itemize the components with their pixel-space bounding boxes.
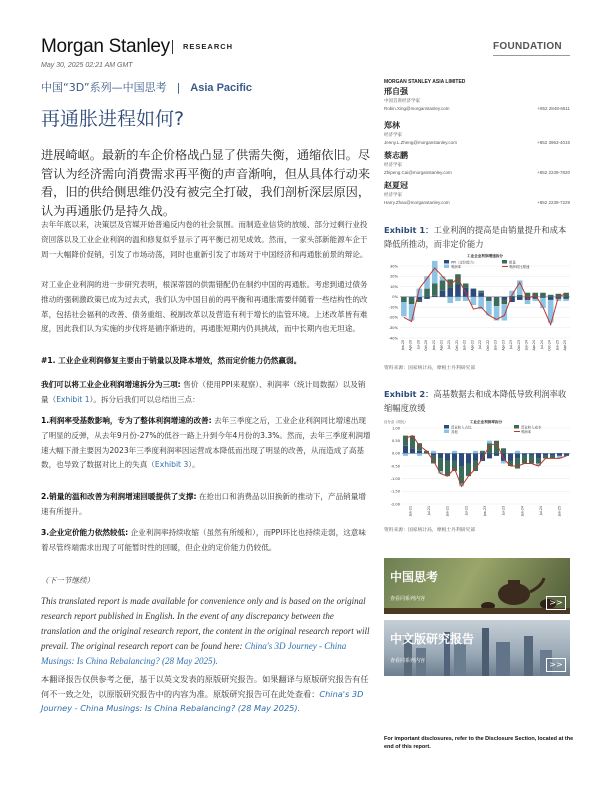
translation-note-cn bbox=[41, 672, 371, 716]
bar-segment bbox=[529, 453, 534, 456]
bar-segment bbox=[522, 456, 527, 464]
bar-segment bbox=[471, 289, 477, 297]
bar-segment bbox=[550, 453, 555, 456]
y-tick-label: -10% bbox=[388, 305, 398, 310]
series-name: 中国“3D”系列—中国思考 bbox=[41, 81, 167, 94]
series-separator: | bbox=[176, 81, 181, 94]
bar-segment bbox=[478, 291, 484, 293]
bar-segment bbox=[548, 295, 554, 297]
original-report-link[interactable]: China's 3D Journey - China Musings: Is China Rebalancing? (28 May 2025). bbox=[41, 641, 347, 666]
teapot-illustration bbox=[384, 558, 570, 614]
original-report-link-cn[interactable]: China's 3D Journey - China Musings: Is China Rebalancing? (28 May 2025). bbox=[41, 688, 364, 713]
bar-segment bbox=[487, 441, 492, 444]
bar-segment bbox=[529, 456, 534, 464]
x-tick-label: Jan-21 bbox=[408, 506, 413, 517]
exhibit-2-title bbox=[384, 388, 574, 415]
x-tick-label: Jan-20 bbox=[400, 340, 405, 351]
analyst-email[interactable]: Robin.Xing@morganstanley.com bbox=[384, 106, 450, 111]
y-tick-label: 20% bbox=[390, 274, 398, 279]
bar-segment bbox=[452, 451, 457, 454]
bar-segment bbox=[424, 297, 430, 299]
analyst-role: 经济学家 bbox=[384, 133, 402, 138]
bar-segment bbox=[502, 304, 508, 320]
foundation-label: FOUNDATION bbox=[493, 41, 562, 52]
analyst-email[interactable]: Jenny.L.Zheng@morganstanley.com bbox=[384, 140, 457, 145]
bar-segment bbox=[438, 458, 443, 471]
analyst-card bbox=[384, 120, 570, 145]
bar-segment bbox=[440, 280, 446, 290]
y-tick-label: -20% bbox=[388, 315, 398, 320]
bar-segment bbox=[563, 299, 569, 301]
lead-paragraph: 进展崎岖。最新的车企价格战凸显了供需失衡，通缩依旧。尽管认为经济需向消费需求再平衡的声音渐响，但从具体行动来看，旧的供给侧思维仍没有被完全打破，我们剖析深层原因，认为再通胀仍是持久战。 bbox=[41, 148, 371, 218]
bar-segment bbox=[548, 297, 554, 300]
bar-segment bbox=[471, 297, 477, 305]
disclosure-note: For important disclosures, refer to the Disclosure Section, located at the end of this report. bbox=[384, 736, 574, 750]
y-axis-label: 百分点（同比） bbox=[384, 420, 408, 424]
brand-logo: Morgan Stanley bbox=[41, 36, 170, 57]
bar-segment bbox=[473, 451, 478, 454]
analyst-name: 郑林 bbox=[384, 121, 400, 130]
bar-segment bbox=[401, 302, 407, 316]
bar-segment bbox=[438, 453, 443, 458]
bar-segment bbox=[455, 285, 461, 297]
bar-segment bbox=[480, 451, 485, 454]
paragraph-3 bbox=[41, 378, 371, 408]
point-1-text-b: ）。 bbox=[188, 460, 200, 470]
legend-label: 利润率 bbox=[451, 264, 462, 269]
x-tick-label: Oct-20 bbox=[424, 340, 429, 351]
exhibit-1-link[interactable]: Exhibit 1 bbox=[56, 394, 90, 404]
bar-segment bbox=[536, 453, 541, 458]
analyst-role: 经济学家 bbox=[384, 193, 402, 198]
point-3 bbox=[41, 526, 371, 556]
legend-label: 其他 bbox=[451, 429, 458, 434]
exhibit-1-title bbox=[384, 224, 574, 251]
x-tick-label: Jan-23 bbox=[483, 506, 487, 517]
exhibit-3-link[interactable]: Exhibit 3 bbox=[154, 460, 189, 470]
bar-segment bbox=[486, 297, 492, 298]
legend-label: 营业收入成本 bbox=[521, 425, 542, 430]
promo-chinese-reports[interactable] bbox=[384, 620, 570, 676]
analyst-card bbox=[384, 86, 570, 111]
bar-segment bbox=[452, 453, 457, 461]
x-tick-label: Oct-21 bbox=[454, 340, 459, 351]
bar-segment bbox=[432, 296, 438, 297]
x-tick-label: Apr-22 bbox=[470, 340, 475, 351]
paragraph-2: 对工业企业利润的进一步研究表明，根深蒂固的供需错配仍在制约中国的再通胀。考虑到通过债务推动的强刺激政策已成为过去式，我们认为中国目前的再平衡和再通胀需要伴随着一些结构性的改革，包括社会福利的改善、债务重组、税制改革以及营造有利于增长的监管环境。上述改革皆有难度，因此我们认为实施的步伐将是循序渐进的，再通胀短期内仍具挑战，而中长期内也无坦途。 bbox=[41, 280, 368, 334]
x-tick-label: Jan-25 bbox=[555, 340, 560, 351]
bar-segment bbox=[543, 453, 548, 456]
brand-research: RESEARCH bbox=[183, 42, 234, 51]
bar-segment bbox=[459, 453, 464, 466]
bar-segment bbox=[409, 297, 415, 298]
bar-segment bbox=[557, 453, 562, 456]
p3-bold: 我们可以将工业企业利润增速拆分为三项: bbox=[41, 380, 181, 389]
bar-segment bbox=[517, 297, 523, 300]
x-tick-label: Jan-21 bbox=[431, 340, 436, 351]
exhibit-1-caption: 工业利润的提高是由销量提升和成本降低所推动，而非定价能力 bbox=[384, 225, 567, 249]
analyst-email[interactable]: Harry.Zhao@morganstanley.com bbox=[384, 200, 450, 205]
point-2-bold: 2.销量的温和改善为利润增速回暖提供了支撑: bbox=[41, 492, 197, 501]
bar-segment bbox=[494, 453, 499, 456]
bar-segment bbox=[432, 283, 438, 295]
legend-swatch bbox=[444, 265, 449, 269]
bar-segment bbox=[564, 453, 569, 456]
analyst-email[interactable]: Zhipeng.Cai@morganstanley.com bbox=[384, 170, 452, 175]
analyst-phone: +852 2848-6511 bbox=[537, 106, 570, 111]
point-1-text-a: 去年三季度之后，工业企业利润同比增速出现了明显的反弹，从去年9月份-27%的低谷一路上升到今年4月份的3.3%。然而，去年三季度利润增速大幅下滑主要因为2023年三季度利润率因运营成本降低而出现了明显的改善，从而造成了高基数，也导致了数据对比上的失真（ bbox=[41, 416, 371, 470]
translation-note bbox=[41, 594, 371, 669]
legend-label: 利润同比增速 bbox=[509, 264, 530, 269]
x-tick-label: Jan-22 bbox=[462, 340, 467, 351]
analyst-card bbox=[384, 180, 570, 205]
publish-date: May 30, 2025 02:21 AM GMT bbox=[41, 62, 133, 69]
analyst-name: 邢自强 bbox=[384, 87, 408, 96]
legend-label: PPI（定价能力） bbox=[451, 260, 477, 265]
x-tick-label: Apr-24 bbox=[532, 340, 537, 351]
bar-segment bbox=[540, 297, 546, 298]
analyst-phone: +852 2239-7229 bbox=[537, 200, 570, 205]
x-tick-label: Apr-23 bbox=[501, 340, 506, 351]
y-tick-label: 10% bbox=[390, 284, 398, 289]
bar-segment bbox=[563, 297, 569, 299]
bar-segment bbox=[431, 451, 436, 454]
x-tick-label: Apr-25 bbox=[563, 340, 568, 351]
analyst-name: 蔡志鹏 bbox=[384, 151, 408, 160]
exhibit-2-source: 资料来源：国家统计局，摩根士丹利研究部 bbox=[384, 528, 476, 533]
x-tick-label: Oct-23 bbox=[516, 340, 521, 351]
legend-label: 利润率 bbox=[521, 429, 532, 434]
legend-swatch bbox=[444, 425, 449, 429]
x-tick-label: Jan-23 bbox=[493, 340, 498, 351]
analyst-phone: +852 3963-4015 bbox=[537, 140, 570, 145]
bar-segment bbox=[501, 461, 506, 464]
x-tick-label: Jul-24 bbox=[539, 506, 543, 516]
foundation-rule bbox=[493, 55, 570, 56]
bar-segment bbox=[494, 298, 500, 306]
y-tick-label: 1.00 bbox=[391, 426, 400, 431]
x-tick-label: Jul-24 bbox=[539, 340, 544, 350]
legend-swatch bbox=[444, 260, 449, 264]
promo-1-sub: 查看同系列内容 bbox=[390, 596, 426, 602]
x-tick-label: Jul-23 bbox=[509, 340, 514, 350]
x-tick-label: Jul-21 bbox=[427, 506, 431, 516]
promo-1-arrow-icon[interactable]: >> bbox=[546, 596, 566, 610]
x-tick-label: Jan-24 bbox=[520, 506, 525, 517]
bar-segment bbox=[522, 453, 527, 456]
continued-note: （下一节继续） bbox=[41, 576, 95, 585]
exhibit-2-chart bbox=[384, 418, 574, 524]
bar-segment bbox=[487, 453, 492, 458]
section-heading-text: #1. 工业企业利润修复主要由于销量以及降本增效，然而定价能力仍然羸弱。 bbox=[41, 356, 302, 365]
paragraph-1: 去年年底以来，决策层及官媒开始普遍反内卷的社会氛围。而制造业信贷的放缓、部分过剩行业投资回落以及工业企业利润的温和修复似乎显示了再平衡已初见成效。然而，一家头部新能源车企于周一大幅降价促销，引发了市场动荡，同时也重新引发了市场对于中国经济和再通胀前景的辩论。 bbox=[41, 220, 368, 259]
legend-swatch bbox=[502, 260, 507, 264]
bar-segment bbox=[431, 453, 436, 456]
bar-segment bbox=[440, 291, 446, 297]
bar-segment bbox=[502, 300, 508, 304]
bar-segment bbox=[486, 298, 492, 301]
exhibit-1-label: Exhibit 1： bbox=[384, 225, 434, 235]
y-tick-label: 30% bbox=[390, 264, 398, 269]
point-2 bbox=[41, 490, 371, 520]
bar-segment bbox=[515, 451, 520, 454]
y-tick-label: 0.00 bbox=[391, 451, 400, 456]
x-tick-label: Oct-22 bbox=[485, 340, 490, 351]
region-name: Asia Pacific bbox=[190, 82, 253, 94]
analyst-role: 经济学家 bbox=[384, 163, 402, 168]
y-tick-label: -2.00 bbox=[390, 502, 400, 507]
bar-segment bbox=[403, 453, 408, 456]
x-tick-label: Jul-21 bbox=[447, 340, 452, 350]
bar-segment bbox=[417, 300, 423, 302]
chart-title: 工业企业利润增速拆分 bbox=[467, 254, 503, 258]
analyst-role: 中国首席经济学家 bbox=[384, 99, 420, 104]
bar-segment bbox=[508, 453, 513, 461]
bar-segment bbox=[410, 448, 415, 453]
bar-segment bbox=[501, 448, 506, 453]
analysts-heading: MORGAN STANLEY ASIA LIMITED bbox=[384, 79, 466, 85]
x-tick-label: Apr-21 bbox=[439, 340, 444, 351]
bar-segment bbox=[455, 297, 461, 301]
y-tick-label: -40% bbox=[388, 336, 398, 341]
translation-note-text: This translated report is made available for convenience only and is based on the original research report published in English. In the event of any discrepancy between the translation and the original research report, the content in the original research report will prevail. The original research report can be found here: bbox=[41, 596, 370, 651]
bar-segment bbox=[515, 458, 520, 468]
y-tick-label: -1.50 bbox=[390, 489, 400, 494]
bar-segment bbox=[473, 453, 478, 461]
bar-segment bbox=[478, 293, 484, 297]
point-2-text: 在抢出口和消费品以旧换新的推动下，产品销量增速有所提升。 bbox=[41, 492, 366, 516]
bar-segment bbox=[432, 261, 438, 284]
section-heading-1 bbox=[41, 354, 371, 369]
exhibit-2-label: Exhibit 2： bbox=[384, 389, 434, 399]
x-tick-label: Jan-24 bbox=[524, 340, 529, 351]
p3-text-a: 售价（使用PPI来观察）、利润率（统计局数据）以及销量（ bbox=[41, 380, 366, 404]
analyst-phone: +852 2239-7820 bbox=[537, 170, 570, 175]
bar-segment bbox=[502, 297, 508, 300]
bar-segment bbox=[431, 456, 436, 464]
point-1-bold: 1.利润率受基数影响，专为了整体利润增速的改善: bbox=[41, 416, 212, 425]
skyline-illustration bbox=[384, 620, 570, 676]
promo-2-sub: 查看同系列内容 bbox=[390, 658, 426, 664]
y-tick-label: 0% bbox=[392, 295, 398, 300]
bar-segment bbox=[417, 451, 422, 454]
legend-swatch bbox=[514, 425, 519, 429]
promo-china-musings[interactable] bbox=[384, 558, 570, 614]
x-tick-label: Jul-20 bbox=[416, 340, 421, 350]
brand-divider bbox=[172, 40, 173, 54]
bar-segment bbox=[556, 299, 562, 301]
bar-segment bbox=[536, 458, 541, 463]
bar-segment bbox=[403, 446, 408, 454]
bar-segment bbox=[409, 298, 415, 304]
analyst-card bbox=[384, 150, 570, 175]
point-3-text: 企业利润率持续收缩（虽然有所缓和），而PPI环比也持续走弱，这意味着尽管终端需求出现了可能暂时性的回暖，但企业的定价能力仍较低。 bbox=[41, 528, 366, 552]
bar-segment bbox=[401, 297, 407, 302]
chart-title: 工业企业利润率拆分 bbox=[469, 420, 503, 424]
p3-text-b: ）。拆分后我们可以总结出三点： bbox=[89, 394, 200, 404]
translation-note-cn-text: 本翻译报告仅供参考之便，基于以英文发表的原版研究报告。如果翻译与原版研究报告有任何不一致之处，以原版研究报告中的内容为准。原版研究报告可在此处查看： bbox=[41, 674, 369, 699]
y-tick-label: -1.00 bbox=[390, 476, 400, 481]
bar-segment bbox=[466, 453, 471, 463]
analyst-name: 赵夏冠 bbox=[384, 181, 408, 190]
exhibit-1-chart bbox=[384, 252, 574, 360]
y-tick-label: 0.50 bbox=[391, 438, 400, 443]
exhibit-2-caption: 高基数据去和成本降低导致利润率收缩幅度放缓 bbox=[384, 389, 567, 413]
bar-segment bbox=[417, 453, 422, 456]
legend-swatch bbox=[444, 430, 449, 434]
point-1 bbox=[41, 414, 371, 473]
bar-segment bbox=[525, 300, 531, 304]
series-line bbox=[41, 79, 252, 95]
bar-segment bbox=[532, 299, 538, 301]
x-tick-label: Jul-22 bbox=[478, 340, 483, 350]
bar-segment bbox=[515, 453, 520, 458]
bar-segment bbox=[445, 453, 450, 461]
y-tick-label: -0.50 bbox=[390, 464, 400, 469]
x-tick-label: Jul-23 bbox=[501, 506, 506, 516]
promo-1-label: 中国思考 bbox=[390, 570, 439, 584]
x-tick-label: Apr-20 bbox=[408, 340, 413, 351]
promo-2-label: 中文版研究报告 bbox=[390, 632, 475, 646]
exhibit-1-source: 资料来源：国家统计局，摩根士丹利研究部 bbox=[384, 366, 476, 371]
bar-segment bbox=[494, 297, 500, 298]
x-tick-label: Jan-25 bbox=[557, 506, 562, 517]
bar-segment bbox=[424, 289, 430, 297]
y-tick-label: -30% bbox=[388, 326, 398, 331]
bar-segment bbox=[463, 283, 469, 287]
bar-segment bbox=[447, 288, 453, 297]
point-3-bold: 3.企业定价能力依然较低: bbox=[41, 528, 129, 537]
x-tick-label: Jul-22 bbox=[464, 506, 469, 516]
x-tick-label: Jan-22 bbox=[445, 506, 450, 517]
bar-segment bbox=[447, 297, 453, 303]
x-tick-label: Oct-24 bbox=[547, 340, 552, 351]
bar-segment bbox=[540, 293, 546, 297]
bar-segment bbox=[517, 295, 523, 297]
promo-2-arrow-icon[interactable]: >> bbox=[546, 658, 566, 672]
legend-label: 销量 bbox=[509, 260, 516, 265]
page-title: 再通胀进程如何? bbox=[41, 108, 185, 130]
legend-label: 营业收入占比 bbox=[451, 425, 472, 430]
